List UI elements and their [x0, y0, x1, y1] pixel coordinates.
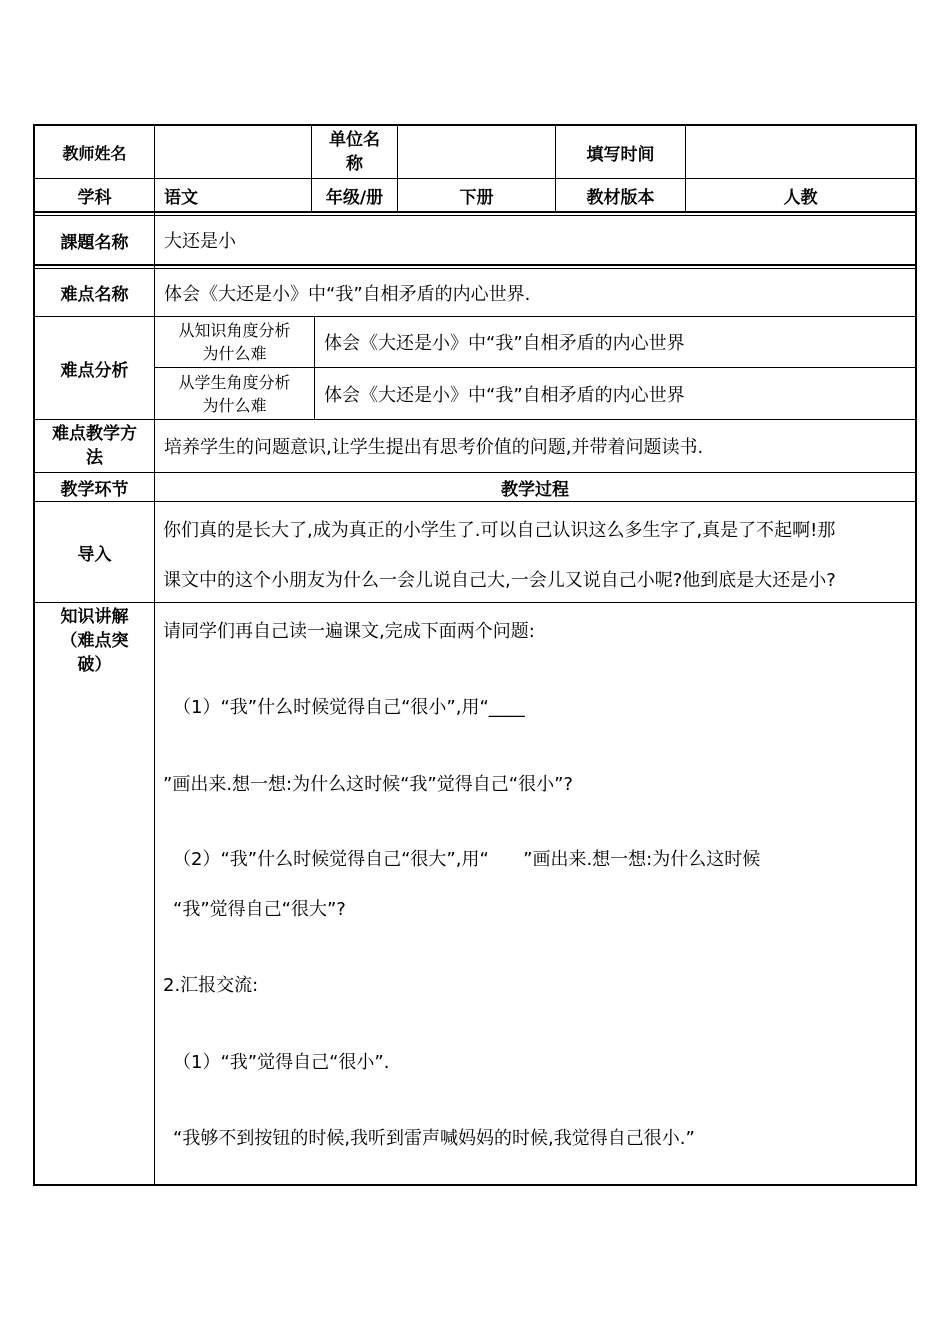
- unit-name-label-line-2: 称: [346, 154, 363, 174]
- student-angle-label-line-2: 为什么难: [202, 395, 267, 415]
- row-divider: [34, 264, 917, 266]
- knowledge-line: （1）“我”觉得自己“很小”.: [173, 1052, 390, 1073]
- difficulty-name-value: 体会《大还是小》中“我”自相矛盾的内心世界.: [164, 283, 531, 305]
- student-angle-label-line-1: 从学生角度分析: [178, 372, 291, 392]
- student-angle-value: 体会《大还是小》中“我”自相矛盾的内心世界: [324, 384, 685, 406]
- knowledge-line: （2）“我”什么时候觉得自己“很大”,用“ ”画出来.想一想:为什么这时候: [173, 849, 761, 870]
- teacher-name-field[interactable]: [155, 126, 311, 178]
- teacher-name-label: 教师姓名: [62, 143, 127, 163]
- grade-label: 年级/册: [325, 187, 384, 208]
- teaching-method-label-line-2: 法: [86, 448, 103, 468]
- row-divider: [34, 501, 917, 502]
- table-border-bottom: [34, 1184, 917, 1186]
- knowledge-angle-label-line-1: 从知识角度分析: [178, 321, 291, 340]
- teaching-process-header: 教学过程: [501, 479, 569, 500]
- fill-time-label: 填写时间: [586, 144, 655, 165]
- knowledge-line: ”画出来.想一想:为什么这时候“我”觉得自己“很小”?: [163, 774, 573, 795]
- knowledge-explanation-label-line-1: 知识讲解: [60, 607, 129, 627]
- knowledge-explanation-label: [35, 605, 154, 685]
- knowledge-line: “我”觉得自己“很大”?: [173, 899, 346, 920]
- fill-time-field[interactable]: [686, 126, 915, 178]
- textbook-value: 人教: [783, 187, 818, 208]
- teaching-method-label-line-1: 难点教学方: [52, 424, 137, 444]
- knowledge-line: （1）“我”什么时候觉得自己“很小”,用“____: [173, 697, 525, 718]
- difficulty-name-label: 难点名称: [60, 285, 129, 305]
- intro-line-1: 你们真的是长大了,成为真正的小学生了.可以自己认识这么多生字了,真是了不起啊!那: [163, 520, 836, 541]
- teaching-method-label: [35, 420, 154, 472]
- difficulty-analysis-label: 难点分析: [60, 360, 129, 381]
- knowledge-angle-label: [155, 317, 314, 367]
- teaching-stage-header: 教学环节: [60, 479, 129, 500]
- textbook-label: 教材版本: [586, 187, 655, 208]
- knowledge-angle-value: 体会《大还是小》中“我”自相矛盾的内心世界: [324, 333, 685, 354]
- table-border-right: [915, 124, 917, 1186]
- teaching-method-value: 培养学生的问题意识,让学生提出有思考价值的问题,并带着问题读书.: [164, 437, 704, 458]
- knowledge-line: 请同学们再自己读一遍课文,完成下面两个问题:: [163, 621, 535, 642]
- knowledge-line: 2.汇报交流:: [163, 975, 259, 996]
- row-divider: [34, 602, 917, 603]
- subject-label: 学科: [77, 187, 112, 208]
- knowledge-line: “我够不到按钮的时候,我听到雷声喊妈妈的时候,我觉得自己很小.”: [173, 1128, 695, 1149]
- subject-value: 语文: [164, 187, 198, 208]
- unit-name-field[interactable]: [398, 126, 555, 178]
- grade-value: 下册: [459, 187, 494, 208]
- unit-name-label: [312, 126, 397, 178]
- intro-label: 导入: [77, 544, 112, 565]
- knowledge-explanation-label-line-2: （难点突: [60, 631, 129, 651]
- knowledge-angle-label-line-2: 为什么难: [202, 344, 267, 363]
- lesson-name-label: 課題名称: [60, 232, 129, 253]
- lesson-name-value: 大还是小: [164, 231, 236, 252]
- unit-name-label-line-1: 单位名: [329, 130, 380, 150]
- intro-line-2: 课文中的这个小朋友为什么一会儿说自己大,一会儿又说自己小呢?他到底是大还是小?: [163, 570, 836, 591]
- row-divider: [34, 211, 917, 213]
- student-angle-label: [155, 368, 314, 419]
- knowledge-explanation-label-line-3: 破）: [77, 655, 112, 675]
